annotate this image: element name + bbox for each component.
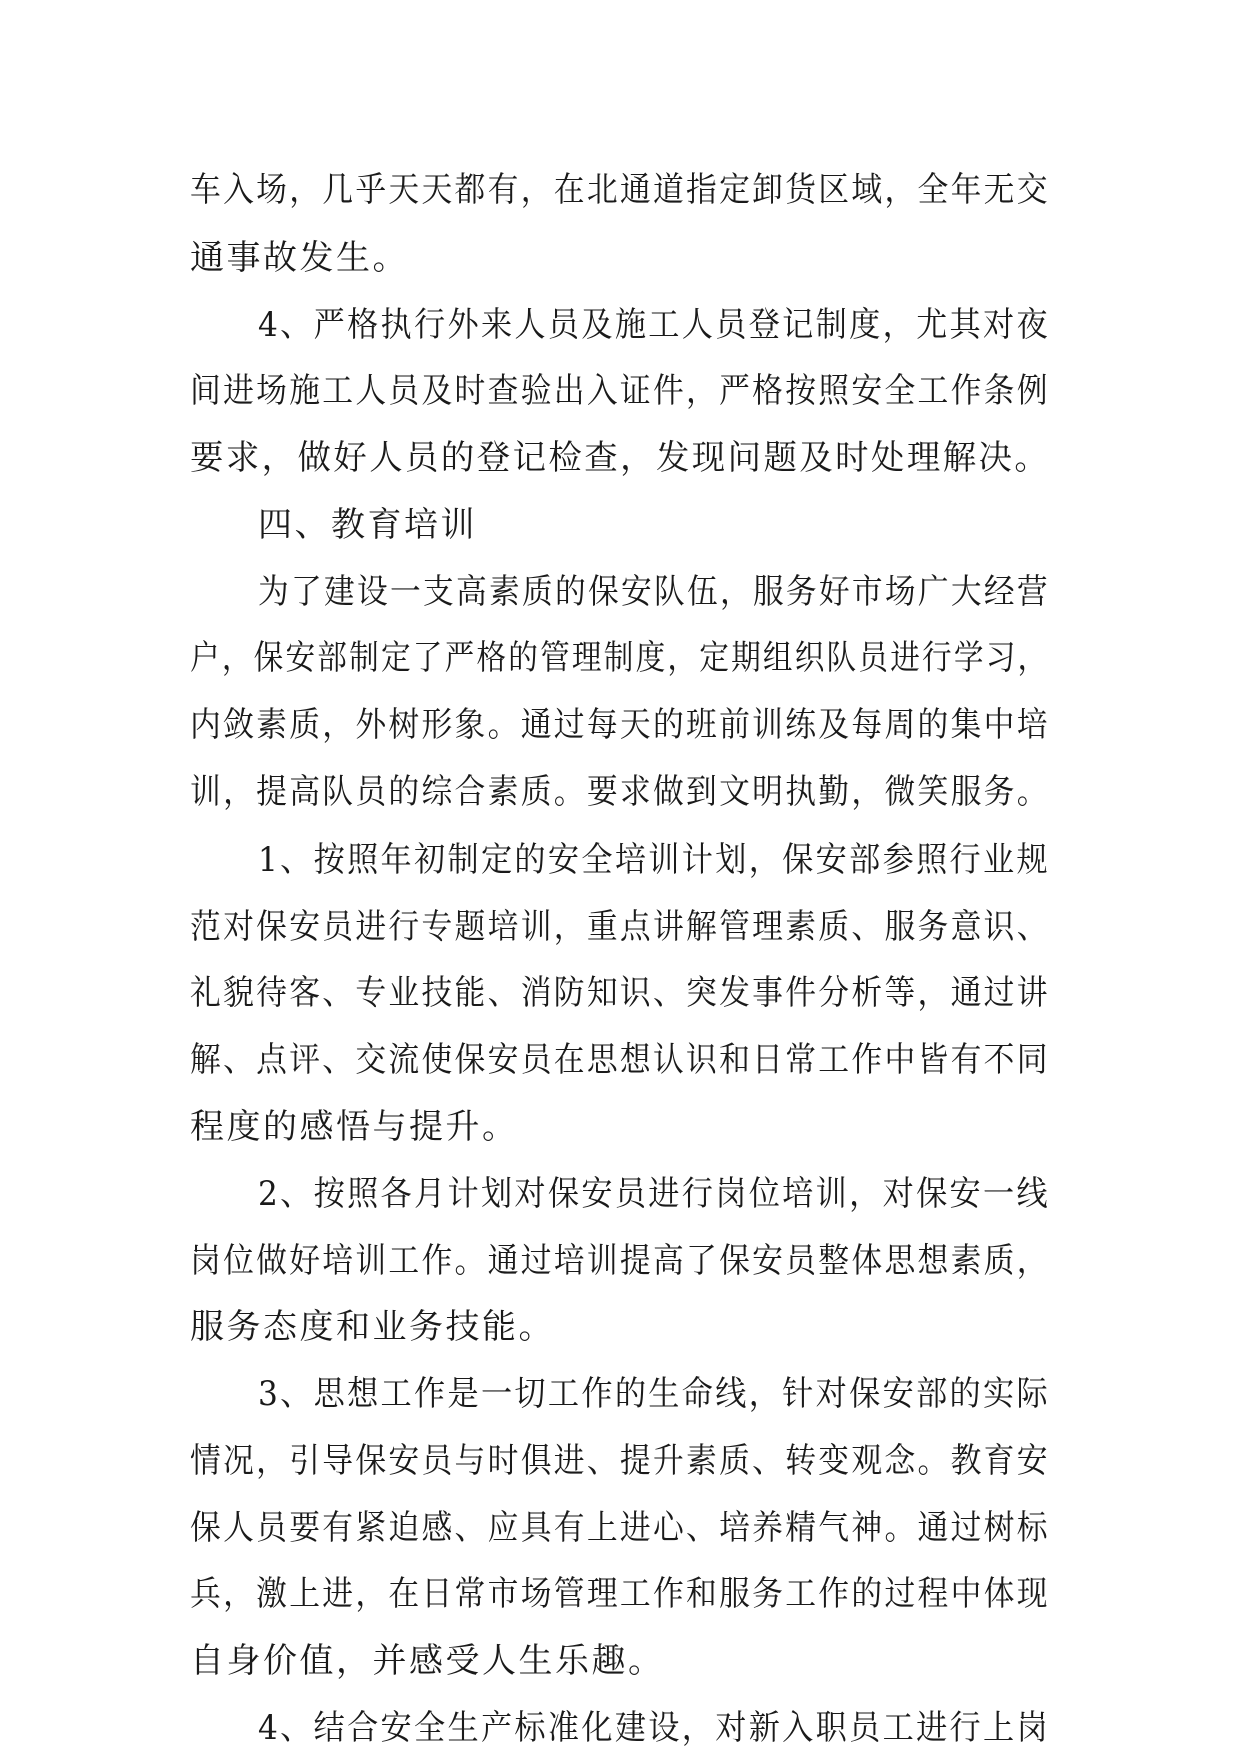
text-line: 内敛素质，外树形象。通过每天的班前训练及每周的集中培	[190, 705, 1050, 745]
text-line: 2、按照各月计划对保安员进行岗位培训，对保安一线	[258, 1174, 1050, 1214]
text-line: 保人员要有紧迫感、应具有上进心、培养精气神。通过树标	[190, 1508, 1050, 1548]
text-line: 范对保安员进行专题培训，重点讲解管理素质、服务意识、	[190, 907, 1050, 947]
text-line: 为了建设一支高素质的保安队伍，服务好市场广大经营	[258, 572, 1050, 612]
text-line: 要求，做好人员的登记检查，发现问题及时处理解决。	[190, 438, 1051, 478]
text-line: 4、严格执行外来人员及施工人员登记制度，尤其对夜	[258, 305, 1050, 345]
text-line: 间进场施工人员及时查验出入证件，严格按照安全工作条例	[190, 371, 1050, 411]
text-line: 户，保安部制定了严格的管理制度，定期组织队员进行学习，	[190, 638, 1050, 678]
text-line: 服务态度和业务技能。	[190, 1307, 555, 1347]
text-line: 3、思想工作是一切工作的生命线，针对保安部的实际	[258, 1374, 1050, 1414]
text-line: 车入场，几乎天天都有，在北通道指定卸货区域，全年无交	[190, 170, 1050, 210]
text-line: 通事故发生。	[190, 238, 409, 278]
section-heading: 四、教育培训	[258, 505, 477, 545]
text-line: 4、结合安全生产标准化建设，对新入职员工进行上岗	[258, 1708, 1050, 1748]
text-line: 解、点评、交流使保安员在思想认识和日常工作中皆有不同	[190, 1040, 1050, 1080]
text-line: 程度的感悟与提升。	[190, 1107, 519, 1147]
text-line: 训，提高队员的综合素质。要求做到文明执勤，微笑服务。	[190, 772, 1050, 812]
text-line: 礼貌待客、专业技能、消防知识、突发事件分析等，通过讲	[190, 973, 1050, 1013]
text-line: 1、按照年初制定的安全培训计划，保安部参照行业规	[258, 840, 1050, 880]
text-line: 情况，引导保安员与时俱进、提升素质、转变观念。教育安	[190, 1441, 1050, 1481]
text-line: 兵，激上进，在日常市场管理工作和服务工作的过程中体现	[190, 1574, 1050, 1614]
text-line: 岗位做好培训工作。通过培训提高了保安员整体思想素质，	[190, 1241, 1050, 1281]
text-line: 自身价值，并感受人生乐趣。	[190, 1641, 665, 1681]
